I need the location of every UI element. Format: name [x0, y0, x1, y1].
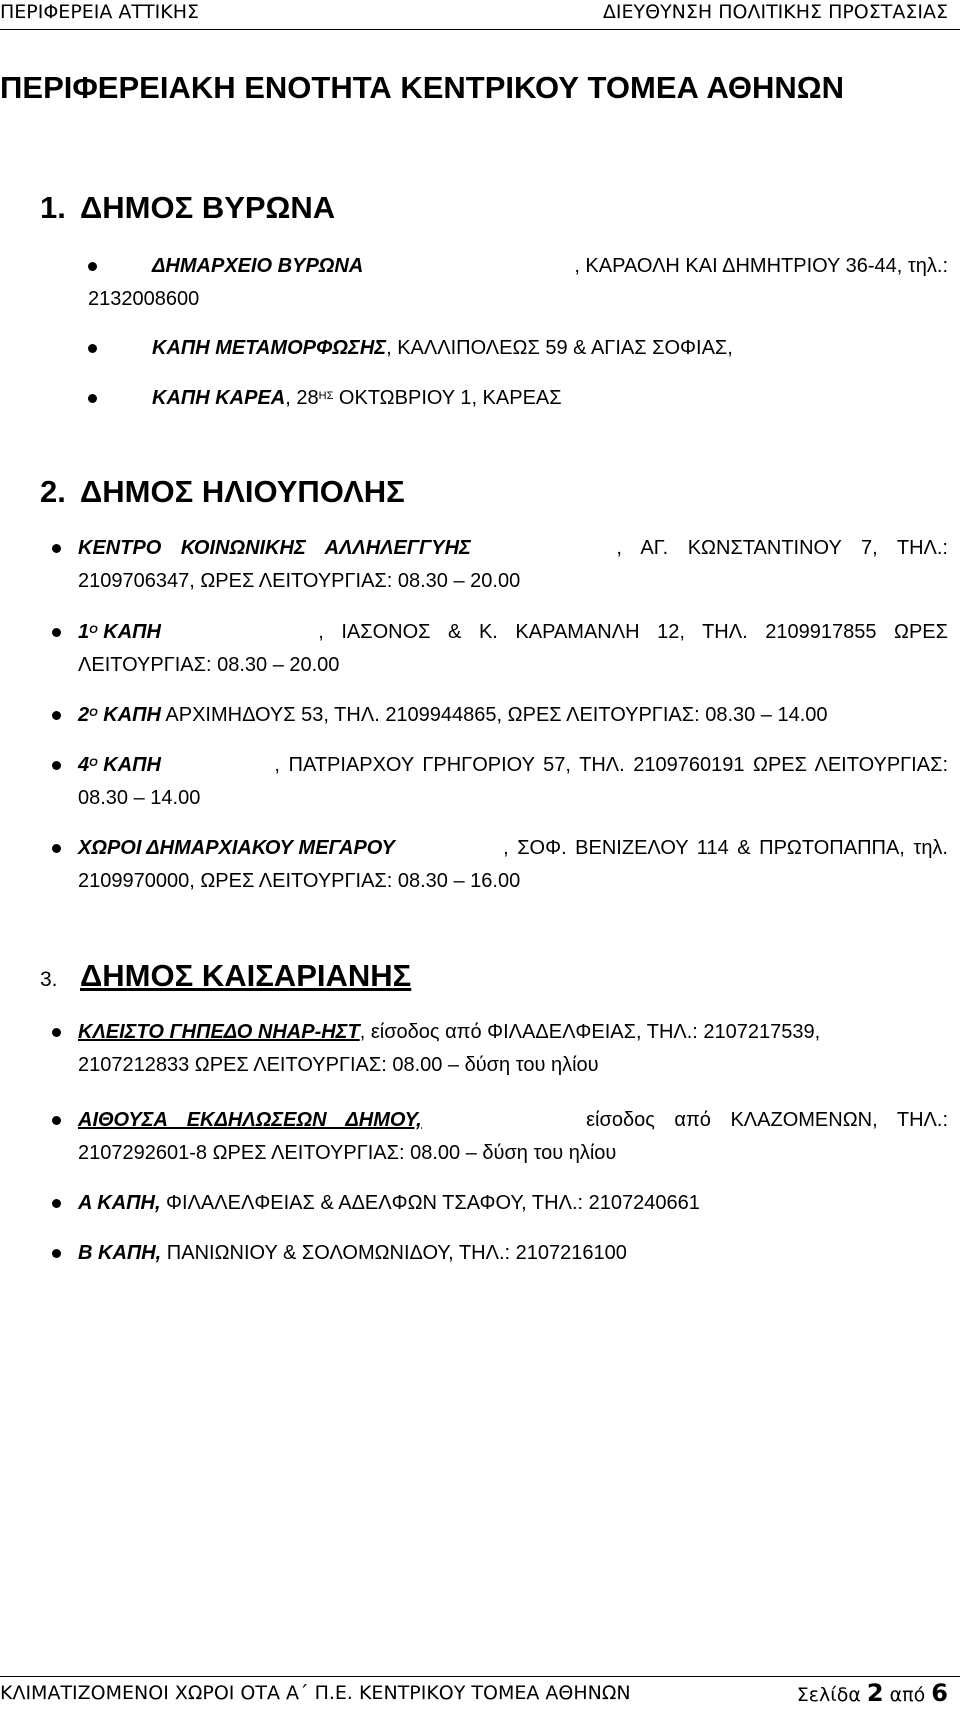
header-left: ΠΕΡΙΦΕΡΕΙΑ ΑΤΤΙΚΗΣ	[0, 1, 199, 23]
section-name: ΔΗΜΟΣ ΒΥΡΩΝΑ	[80, 190, 336, 225]
bullet-icon	[88, 394, 97, 403]
list-item: $4^O$ ΚΑΠΗ , ΠΑΤΡΙΑΡΧΟΥ ΓΡΗΓΟΡΙΟΥ 57, ΤΗΛ. 2109760191 ΩΡΕΣ ΛΕΙΤΟΥΡΓΙΑΣ: 08.30 – 14.00	[52, 749, 948, 815]
list-item: ΚΛΕΙΣΤΟ ΓΗΠΕΔΟ ΝΗΑΡ-ΗΣΤ, είσοδος από ΦΙΛΑΔΕΛΦΕΙΑΣ, ΤΗΛ.: 2107217539, 2107212833 ΩΡΕΣ ΛΕΙΤΟΥΡΓΙΑΣ: 08.00 – δύση του ηλίου	[52, 1016, 948, 1082]
bullet-icon	[88, 262, 97, 271]
bullet-icon	[52, 844, 61, 853]
list-item: ΚΑΠΗ ΜΕΤΑΜΟΡΦΩΣΗΣ, ΚΑΛΛΙΠΟΛΕΩΣ 59 & ΑΓΙΑΣ ΣΟΦΙΑΣ,	[88, 332, 948, 365]
section-heading-1	[40, 190, 335, 226]
page-footer	[0, 1676, 960, 1712]
footer-left: ΚΛΙΜΑΤΙΖΟΜΕΝΟΙ ΧΩΡΟΙ ΟΤΑ Α΄ Π.Ε. ΚΕΝΤΡΙΚΟΥ ΤΟΜΕΑ ΑΘΗΝΩΝ	[0, 1682, 631, 1704]
section-name: ΔΗΜΟΣ ΚΑΙΣΑΡΙΑΝΗΣ	[80, 958, 412, 993]
list-item: Α ΚΑΠΗ, ΦΙΛΑΛΕΛΦΕΙΑΣ & ΑΔΕΛΦΩΝ ΤΣΑΦΟΥ, ΤΗΛ.: 2107240661	[52, 1187, 948, 1220]
list-item: Β ΚΑΠΗ, ΠΑΝΙΩΝΙΟΥ & ΣΟΛΟΜΩΝΙΔΟΥ, ΤΗΛ.: 2107216100	[52, 1237, 948, 1270]
list-item: $2^O$ ΚΑΠΗ ΑΡΧΙΜΗΔΟΥΣ 53, ΤΗΛ. 2109944865, ΩΡΕΣ ΛΕΙΤΟΥΡΓΙΑΣ: 08.30 – 14.00	[52, 699, 948, 732]
page-number: Σελίδα 2 από 6	[796, 1679, 948, 1707]
section-number: 2.	[40, 474, 66, 509]
page-header	[0, 0, 960, 30]
section-heading-3	[40, 958, 411, 994]
header-rule	[0, 29, 960, 30]
bullet-icon	[52, 711, 61, 720]
list-item: $1^O$ ΚΑΠΗ , ΙΑΣΟΝΟΣ & Κ. ΚΑΡΑΜΑΝΛΗ 12, ΤΗΛ. 2109917855 ΩΡΕΣ ΛΕΙΤΟΥΡΓΙΑΣ: 08.30 – 20.00	[52, 616, 948, 682]
list-item: ΔΗΜΑΡΧΕΙΟ ΒΥΡΩΝΑ , ΚΑΡΑΟΛΗ ΚΑΙ ΔΗΜΗΤΡΙΟΥ 36-44, τηλ.: 2132008600	[88, 255, 948, 310]
list-item: ΚΕΝΤΡΟ ΚΟΙΝΩΝΙΚΗΣ ΑΛΛΗΛΕΓΓΥΗΣ , ΑΓ. ΚΩΝΣΤΑΝΤΙΝΟΥ 7, ΤΗΛ.: 2109706347, ΩΡΕΣ ΛΕΙΤΟΥΡΓΙΑΣ: 08.30 – 20.00	[52, 532, 948, 598]
list-item: ΧΩΡΟΙ ΔΗΜΑΡΧΙΑΚΟΥ ΜΕΓΑΡΟΥ , ΣΟΦ. ΒΕΝΙΖΕΛΟΥ 114 & ΠΡΩΤΟΠΑΠΠΑ, τηλ. 2109970000, ΩΡΕΣ ΛΕΙΤΟΥΡΓΙΑΣ: 08.30 – 16.00	[52, 832, 948, 898]
section-number: 1.	[40, 190, 66, 225]
section-heading-2	[40, 474, 405, 510]
bullet-icon	[52, 544, 61, 553]
list-item: ΑΙΘΟΥΣΑ ΕΚΔΗΛΩΣΕΩΝ ΔΗΜΟΥ, είσοδος από ΚΛΑΖΟΜΕΝΩΝ, ΤΗΛ.: 2107292601-8 ΩΡΕΣ ΛΕΙΤΟΥΡΓΙΑΣ: 08.00 – δύση του ηλίου	[52, 1104, 948, 1170]
bullet-icon	[52, 1199, 61, 1208]
bullet-icon	[52, 628, 61, 637]
page-title: ΠΕΡΙΦΕΡΕΙΑΚΗ ΕΝΟΤΗΤΑ ΚΕΝΤΡΙΚΟΥ ΤΟΜΕΑ ΑΘΗΝΩΝ	[0, 70, 845, 105]
footer-rule	[0, 1676, 960, 1677]
section-name: ΔΗΜΟΣ ΗΛΙΟΥΠΟΛΗΣ	[80, 474, 405, 509]
bullet-icon	[52, 1028, 61, 1037]
bullet-icon	[88, 344, 97, 353]
bullet-icon	[52, 761, 61, 770]
bullet-icon	[52, 1249, 61, 1258]
header-right: ΔΙΕΥΘΥΝΣΗ ΠΟΛΙΤΙΚΗΣ ΠΡΟΣΤΑΣΙΑΣ	[602, 1, 948, 23]
bullet-icon	[52, 1116, 61, 1125]
list-item: ΚΑΠΗ ΚΑΡΕΑ, $28^{H\Sigma}$ ΟΚΤΩΒΡΙΟΥ 1, ΚΑΡΕΑΣ	[88, 382, 948, 415]
section-number: 3.	[40, 968, 58, 991]
